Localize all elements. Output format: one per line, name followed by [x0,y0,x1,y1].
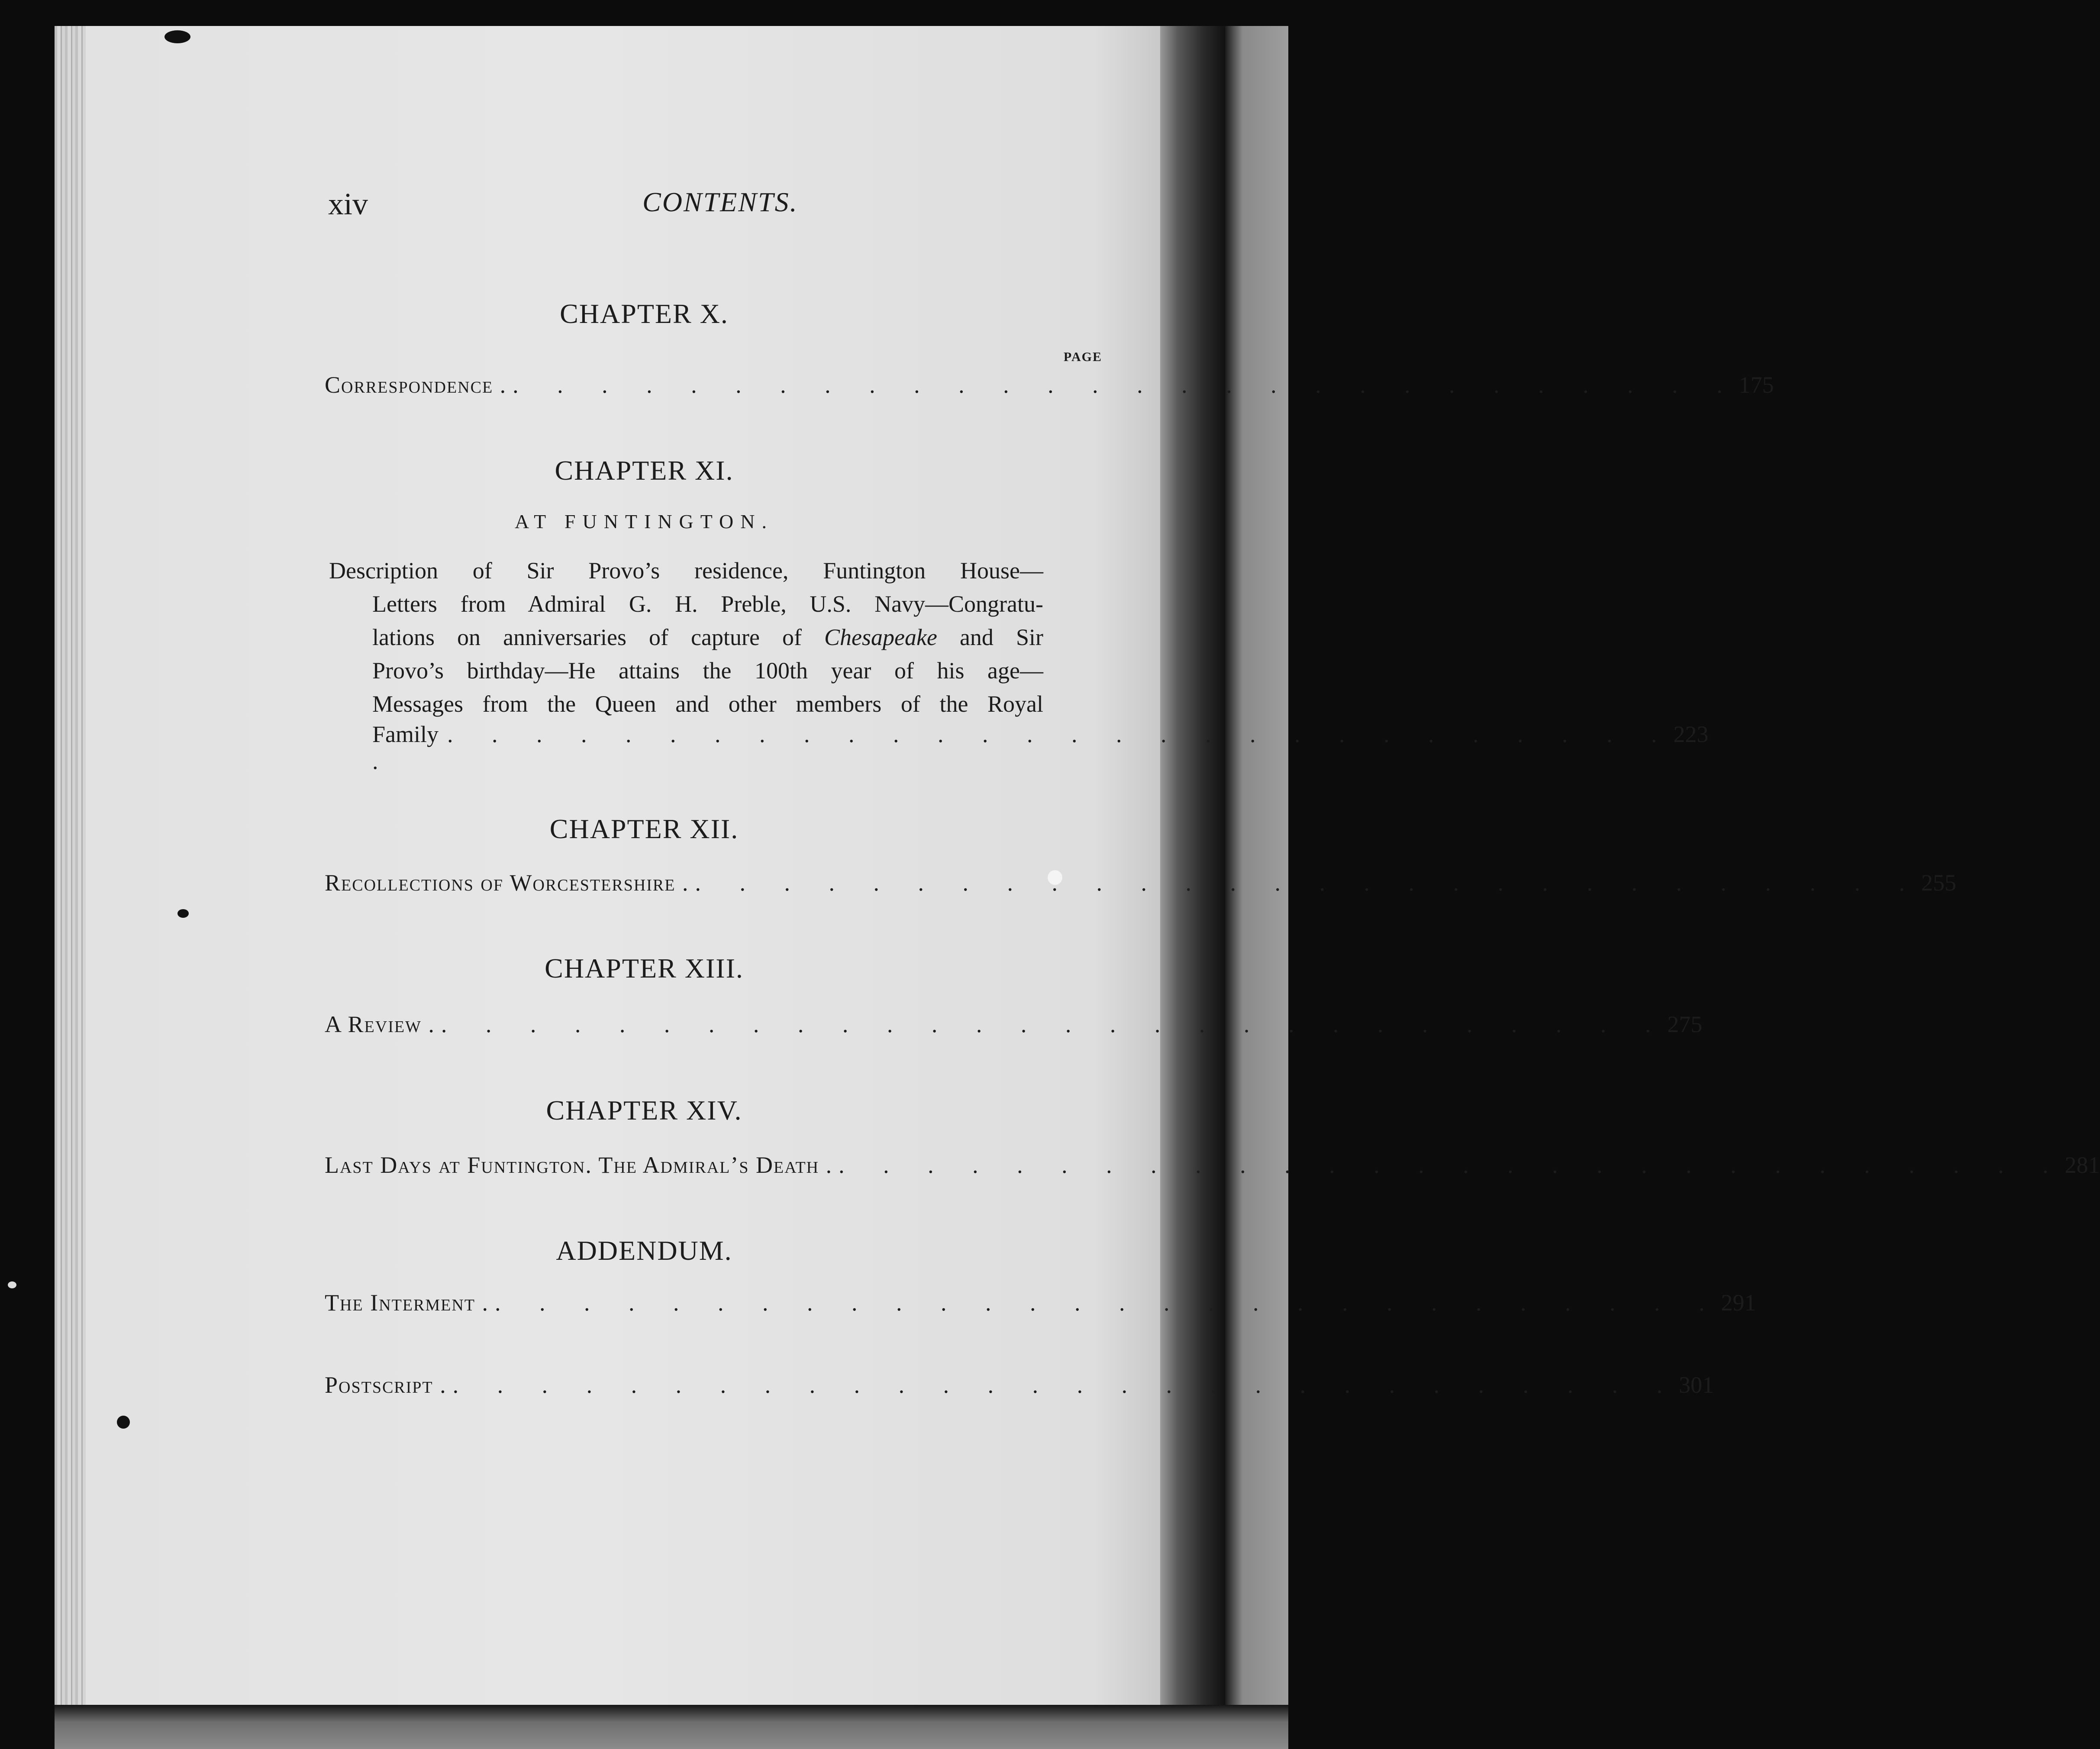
chapter-xi-heading: CHAPTER XI. [555,455,734,486]
toc-entry-review[interactable] [325,1011,1703,1041]
dot-leader: . . . . . . . . . . . . . . . . . . . . . . . . . . . . [839,1152,2065,1178]
ink-speck [117,1416,130,1429]
ink-speck [165,30,190,43]
toc-page-number: 223 [1673,721,1709,747]
toc-entry-title: Correspondence . [325,372,507,398]
description-text: and Sir [959,624,1043,650]
description-line [329,621,1043,654]
ship-name-chesapeake: Chesapeake [824,624,937,650]
book-gutter [1160,26,1225,1705]
toc-entry-postscript[interactable] [325,1371,1714,1402]
toc-entry-funtington[interactable] [372,721,1709,774]
toc-entry-correspondence[interactable] [325,371,1774,402]
bottom-scan-margin [55,1705,1288,1749]
dot-leader: . . . . . . . . . . . . . . . . . . . . . . . . . . . . [695,870,1921,896]
toc-entry-title: Last Days at Funtington. The Admiral’s Death . [325,1152,833,1178]
toc-entry-title: Recollections of Worcestershire . [325,870,689,896]
toc-page-number: 175 [1739,372,1774,398]
page-column-label: PAGE [1063,350,1102,364]
dot-leader: . . . . . . . . . . . . . . . . . . . . . . . . . . . . [441,1011,1668,1037]
addendum-heading: ADDENDUM. [556,1235,732,1266]
ink-speck [8,1281,16,1288]
running-title: CONTENTS. [642,187,798,217]
toc-entry-title: Postscript . [325,1372,447,1398]
dot-leader: . . . . . . . . . . . . . . . . . . . . . . . . . . . . [447,721,1674,747]
chapter-xiii-heading: CHAPTER XIII. [545,953,744,984]
dot-leader: . . . . . . . . . . . . . . . . . . . . . . . . . . . . [513,372,1739,398]
toc-entry-title: A Review . [325,1011,435,1037]
toc-entry-last-days[interactable] [325,1152,2100,1182]
toc-page-number: 255 [1921,870,1956,896]
toc-page-number: 281 [2065,1152,2100,1178]
toc-page-number: 291 [1721,1290,1756,1316]
dot-leader: . . . . . . . . . . . . . . . . . . . . . . . . . . . . [495,1290,1721,1316]
chapter-xii-heading: CHAPTER XII. [549,813,739,844]
toc-entry-interment[interactable] [325,1289,1756,1320]
toc-entry-worcestershire[interactable] [325,869,1956,900]
chapter-xi-description [329,554,1043,721]
ink-speck [177,909,189,918]
chapter-xiv-heading: CHAPTER XIV. [546,1095,742,1126]
page-leaf [55,26,1163,1705]
description-text: lations on anniversaries of capture of [372,624,802,650]
dot-leader: . . . . . . . . . . . . . . . . . . . . . . . . . . . . [452,1372,1679,1398]
description-line: Messages from the Queen and other members of the Royal [372,691,1043,717]
description-line: Letters from Admiral G. H. Preble, U.S. Navy—Congratu- [372,591,1043,617]
toc-page-number: 301 [1679,1372,1714,1398]
toc-entry-title: Family . [372,721,439,774]
page-edge-stack [55,26,86,1705]
chapter-xi-subheading: AT FUNTINGTON. [515,510,774,532]
chapter-x-heading: CHAPTER X. [560,298,729,329]
facing-page-edge [1225,26,1288,1705]
description-line: Provo’s birthday—He attains the 100th year of his age— [372,658,1043,684]
description-line: Description of Sir Provo’s residence, Funtington House— [329,558,1043,584]
toc-entry-title: The Interment . [325,1290,489,1316]
page-number: xiv [328,187,368,221]
toc-page-number: 275 [1667,1011,1703,1037]
